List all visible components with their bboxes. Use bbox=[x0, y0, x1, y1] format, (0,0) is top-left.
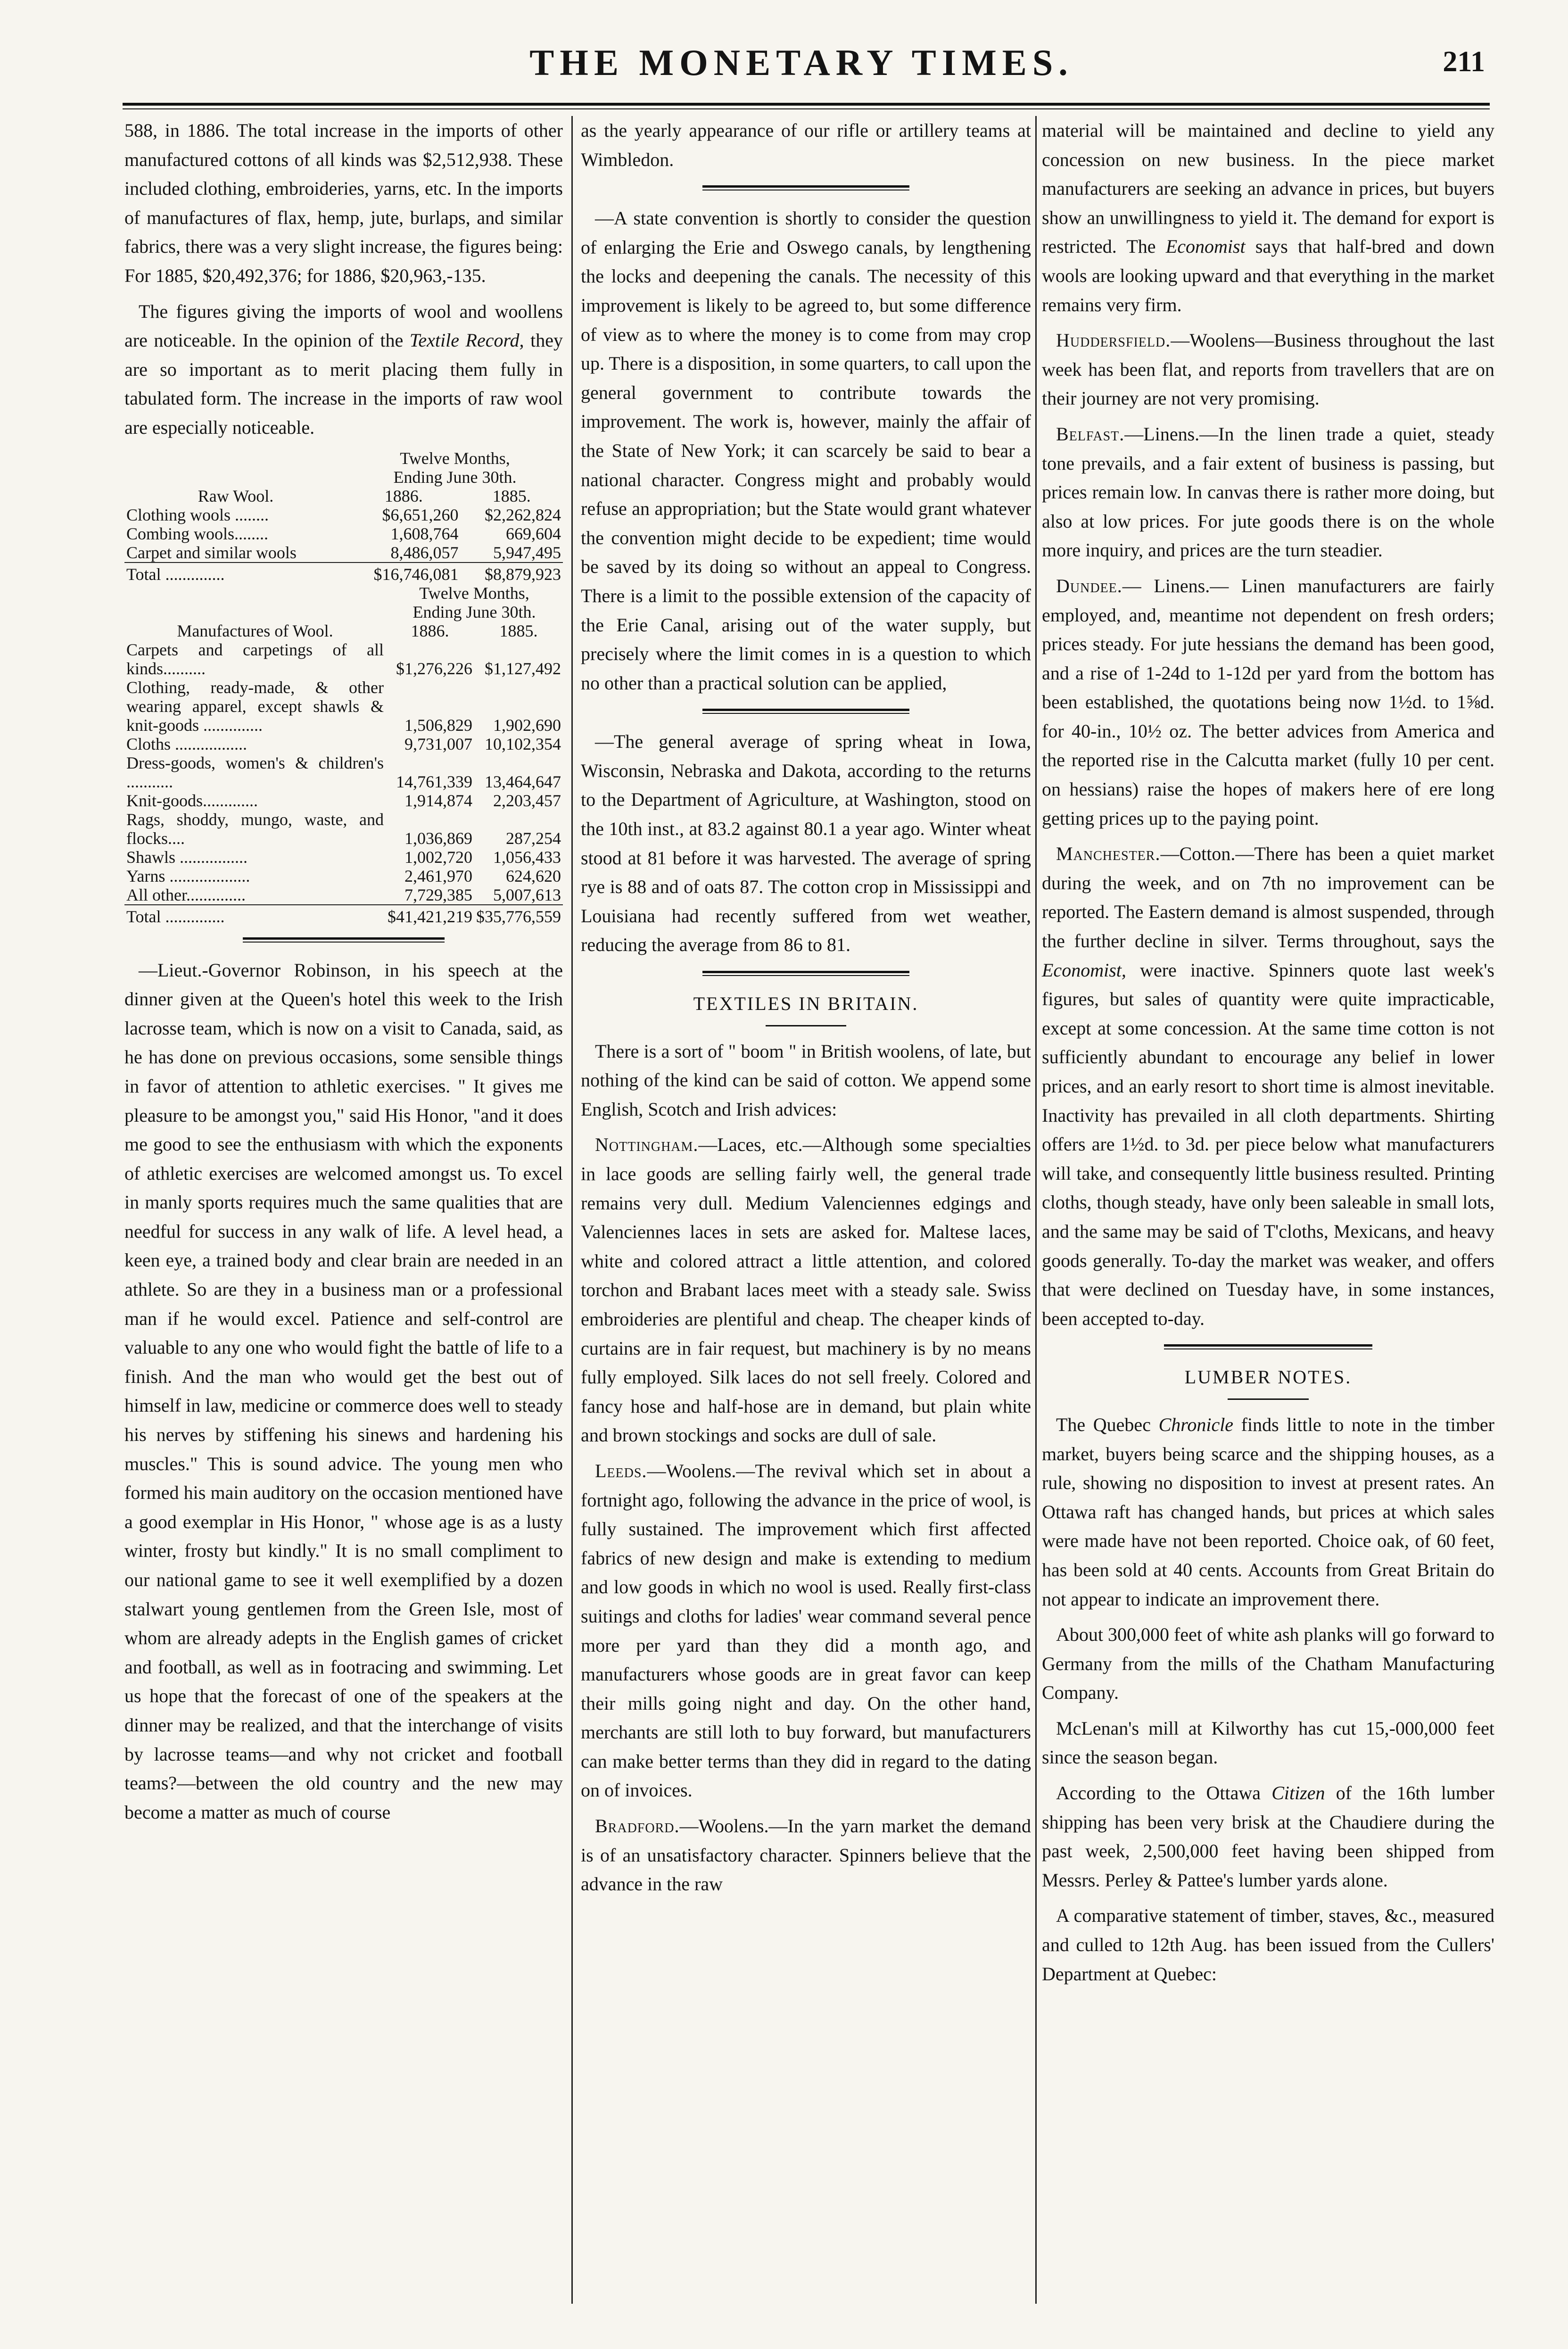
column-3 bbox=[1042, 116, 1494, 1995]
paragraph bbox=[581, 1811, 1031, 1899]
table-label: Manufactures of Wool. bbox=[177, 621, 333, 640]
cell: 10,102,354 bbox=[485, 734, 561, 753]
paragraph bbox=[124, 297, 563, 442]
paragraph bbox=[1042, 116, 1494, 319]
table-row bbox=[124, 810, 563, 848]
section-divider bbox=[1164, 1344, 1372, 1349]
cell: $1,276,226 bbox=[396, 659, 472, 678]
cell: 2,203,457 bbox=[493, 791, 561, 810]
total-label: Total .............. bbox=[126, 907, 225, 926]
city-lead: Manchester. bbox=[1056, 843, 1161, 865]
table-row bbox=[124, 505, 563, 524]
text-run: The Quebec bbox=[1056, 1414, 1151, 1435]
wool-manufactures-table bbox=[124, 584, 563, 926]
row-label: Dress-goods, women's & children's ........... bbox=[126, 753, 384, 791]
cell: 1,902,690 bbox=[493, 715, 561, 735]
section-divider bbox=[702, 971, 909, 976]
cell: 5,007,613 bbox=[493, 885, 561, 904]
section-heading: LUMBER NOTES. bbox=[1184, 1366, 1352, 1388]
table-row bbox=[124, 678, 563, 735]
table-row bbox=[124, 735, 563, 753]
text-run: —Woolens—Business throughout the last week has been flat, and reports from travellers that are on their journey are not very promising. bbox=[1042, 330, 1494, 409]
table-row bbox=[124, 867, 563, 885]
paragraph bbox=[581, 1456, 1031, 1805]
table-row bbox=[124, 753, 563, 791]
city-lead: Dundee. bbox=[1056, 575, 1122, 596]
cell: 287,254 bbox=[506, 828, 561, 848]
paragraph: A comparative statement of timber, staves, &c., measured and culled to 12th Aug. has been issued from the Cullers' Department at Quebec: bbox=[1042, 1905, 1494, 1985]
cell: $35,776,559 bbox=[476, 907, 561, 926]
table-label: Raw Wool. bbox=[198, 486, 274, 505]
cell: 1,506,829 bbox=[404, 715, 472, 735]
cell: 2,461,970 bbox=[404, 866, 472, 885]
cell: 7,729,385 bbox=[404, 885, 472, 904]
italic-title: Textile Record, bbox=[409, 330, 524, 351]
section-divider bbox=[702, 709, 909, 714]
section-divider bbox=[702, 185, 909, 190]
table-total-row bbox=[124, 565, 563, 584]
year-header: 1885. bbox=[499, 621, 538, 640]
cell: $6,651,260 bbox=[382, 505, 459, 524]
page-number: 211 bbox=[1443, 46, 1485, 78]
text-run: material will be maintained and decline to yield any concession on new business. In the piece market manufacturers are seeking an advance in prices, but buyers show an unwillingness to yield it. The demand for export is restricted. The bbox=[1042, 120, 1494, 257]
newspaper-title: THE MONETARY TIMES. bbox=[529, 42, 1073, 83]
paragraph: as the yearly appearance of our rifle or artillery teams at Wimbledon. bbox=[581, 120, 1031, 170]
text-run: —Linens.—In the linen trade a quiet, steady tone prevails, and a fair extent of business is passing, but prices remain low. In canvas there is rather more doing, but also at low prices. For jute goods there is on the whole more inquiry, and prices are the turn steadier. bbox=[1042, 423, 1494, 561]
paragraph bbox=[1042, 326, 1494, 413]
paragraph: —Lieut.-Governor Robinson, in his speech at the dinner given at the Queen's hotel this week to the Irish lacrosse team, which is now on a visit to Canada, said, as he has done on previous occasions, some sensible things in favor of attention to athletic exercises. " It gives me pleasure to be amongst you," said His Honor, "and it does me good to see the enthusiasm with which the exponents of athletic exercises are welcomed amongst us. To excel in manly sports requires much the same qualities that are needful for success in any walk of life. A level head, a keen eye, a trained body and clear brain are needed in an athlete. So are they in a business man or a professional man if he would excel. Patience and self-control are valuable to any one who would fight the battle of life to a finish. And the man who would get the best out of himself in law, medicine or commerce does well to steady his nerves by stiffening his sinews and hardening his muscles." This is sound advice. The young men who formed his main auditory on the occasion mentioned have a good exemplar in His Honor, " whose age is as a lusty winter, frosty but kindly." It is no small compliment to our national game to see it well exemplified by a dozen stalwart young gentlemen from the Green Isle, most of whom are already adepts in the English games of cricket and football, as well as in footracing and swimming. Let us hope that the forecast of one of the speakers at the dinner may be realized, and that the interchange of visits by lacrosse teams—and why not cricket and football teams?—between the old country and the new may become a matter as much of course bbox=[124, 959, 563, 1823]
text-run: According to the Ottawa bbox=[1056, 1782, 1261, 1804]
table-row bbox=[124, 848, 563, 867]
paragraph: —A state convention is shortly to consider the question of enlarging the Erie and Oswego canals, by lengthening the locks and deepening the canals. The necessity of this improvement is likely to be agreed to, but some difference of view as to where the money is to come from may crop up. There is a disposition, in some quarters, to call upon the general government to contribute towards the improvement. The work is, however, mainly the affair of the State of New York; it can scarcely be said to bear a national character. Congress might and probably would refuse an appropriation; but the State would grant whatever the convention might decide to be expedient; time would be saved by its doing so without an appeal to Congress. There is a limit to the possible extension of the capacity of the Erie Canal, arising out of the water supply, but precisely where the limit comes in is a question to which no other than a practical solution can be applied, bbox=[581, 207, 1031, 694]
section-heading: TEXTILES IN BRITAIN. bbox=[693, 993, 919, 1015]
row-label: Carpets and carpetings of all kinds.......... bbox=[126, 640, 384, 678]
heading-rule bbox=[766, 1025, 847, 1026]
raw-wool-table bbox=[124, 449, 563, 584]
table-header: Twelve Months, bbox=[400, 448, 510, 468]
table-row bbox=[124, 543, 563, 562]
row-label: All other.............. bbox=[126, 885, 246, 904]
italic-title: Economist bbox=[1165, 236, 1246, 257]
row-label: Knit-goods............. bbox=[126, 791, 258, 810]
text-run: says that half-bred and down wools are looking upward and that everything in the market remains very firm. bbox=[1042, 236, 1494, 315]
paragraph bbox=[1042, 839, 1494, 1333]
row-label: Carpet and similar wools bbox=[126, 543, 297, 562]
row-label: Cloths ................. bbox=[126, 734, 248, 753]
text-run: The figures giving the imports of wool and woollens are noticeable. In the opinion of the bbox=[124, 300, 563, 351]
row-label: Shawls ................ bbox=[126, 847, 248, 867]
table-header: Ending June 30th. bbox=[413, 602, 536, 621]
paragraph: There is a sort of " boom " in British woolens, of late, but nothing of the kind can be said of cotton. We append some English, Scotch and Irish advices: bbox=[581, 1040, 1031, 1120]
row-label: Clothing wools ........ bbox=[126, 505, 269, 524]
table-total-row bbox=[124, 907, 563, 926]
paragraph: McLenan's mill at Kilworthy has cut 15,-000,000 feet since the season began. bbox=[1042, 1717, 1494, 1768]
table-header: Twelve Months, bbox=[419, 583, 529, 603]
cell: 9,731,007 bbox=[404, 734, 472, 753]
year-header: 1885. bbox=[492, 486, 531, 505]
cell: $2,262,824 bbox=[485, 505, 561, 524]
cell: $8,879,923 bbox=[485, 564, 561, 584]
masthead bbox=[118, 41, 1485, 98]
city-lead: Bradford. bbox=[595, 1815, 680, 1837]
italic-title: Chronicle bbox=[1158, 1414, 1234, 1435]
text-run: of the 16th lumber shipping has been very brisk at the Chaudiere during the past week, 2,500,000 feet having been shipped from Messrs. Perley & Pattee's lumber yards alone. bbox=[1042, 1782, 1494, 1891]
column-1 bbox=[124, 116, 563, 1833]
section-divider bbox=[243, 937, 445, 943]
table-row bbox=[124, 640, 563, 678]
table-row bbox=[124, 791, 563, 810]
row-label: Rags, shoddy, mungo, waste, and flocks.... bbox=[126, 810, 384, 848]
cell: $1,127,492 bbox=[485, 659, 561, 678]
paragraph bbox=[1042, 1410, 1494, 1613]
table-row bbox=[124, 885, 563, 905]
cell: 8,486,057 bbox=[390, 543, 459, 562]
text-run: —Laces, etc.—Although some specialties in lace goods are selling fairly well, the general trade remains very dull. Medium Valenciennes edgings and Valenciennes laces in sets are asked for. Maltese laces, white and colored attract a little attention, and colored torchon and Brabant laces meet with a steady sale. Swiss embroideries are plentiful and cheap. The cheaper kinds of curtains are in fair request, but machinery is by no means fully employed. Silk laces do not sell freely. Colored and fancy hose and half-hose are in demand, but plain white and brown stockings and socks are dull of sale. bbox=[581, 1134, 1031, 1446]
cell: 1,036,869 bbox=[404, 828, 472, 848]
year-header: 1886. bbox=[384, 486, 423, 505]
text-run: they are so important as to merit placing them fully in tabulated form. The increase in the imports of raw wool are especially noticeable. bbox=[124, 330, 563, 438]
paragraph: About 300,000 feet of white ash planks will go forward to Germany from the mills of the Chatham Manufacturing Company. bbox=[1042, 1624, 1494, 1704]
column-2 bbox=[581, 116, 1031, 1905]
paragraph bbox=[1042, 420, 1494, 565]
paragraph: 588, in 1886. The total increase in the imports of other manufactured cottons of all kinds was $2,512,938. These included clothing, embroideries, yarns, etc. In the imports of manufactures of flax, hemp, jute, burlaps, and similar fabrics, there was a very slight increase, the figures being: For 1885, $20,492,376; for 1886, $20,963,-135. bbox=[124, 120, 563, 286]
row-label: Combing wools........ bbox=[126, 524, 269, 543]
cell: 1,056,433 bbox=[493, 847, 561, 867]
column-rule-2 bbox=[1035, 116, 1037, 2304]
italic-title: Economist, bbox=[1042, 959, 1126, 981]
city-lead: Nottingham. bbox=[595, 1134, 699, 1156]
paragraph: —The general average of spring wheat in Iowa, Wisconsin, Nebraska and Dakota, according to the returns to the Department of Agriculture, at Washington, stood on the 10th inst., at 83.2 against 80.1 a year ago. Winter wheat stood at 81 before it was harvested. The average of spring rye is 88 and of oats 87. The cotton crop in Mississippi and Louisiana had recently suffered from wet weather, reducing the average from 86 to 81. bbox=[581, 731, 1031, 956]
city-lead: Leeds. bbox=[595, 1460, 647, 1481]
paragraph bbox=[1042, 571, 1494, 833]
column-rule-1 bbox=[571, 116, 573, 2304]
cell: 1,608,764 bbox=[390, 524, 459, 543]
paragraph bbox=[1042, 1778, 1494, 1894]
city-lead: Huddersfield. bbox=[1056, 330, 1171, 351]
text-run: — Linens.— Linen manufacturers are fairly employed, and, meantime not dependent on fresh orders; prices steady. For jute hessians the demand has been good, and a rise of 1-24d to 1-12d per yard from the bottom has been established, the quotations being now 1½d. to 1⅝d. for 40-in., 10½ oz. The better advices from America and the reported rise in the Calcutta market (fully 10 per cent. on hessians) raise the hopes of makers here of ere long getting prices up to the paying point. bbox=[1042, 575, 1494, 829]
table-row bbox=[124, 524, 563, 543]
masthead-rule bbox=[123, 103, 1490, 109]
heading-rule bbox=[1228, 1398, 1309, 1400]
paragraph bbox=[581, 1130, 1031, 1450]
text-run: —Woolens.—The revival which set in about a fortnight ago, following the advance in the price of wool, is fully sustained. The improvement which first affected fabrics of new design and make is extending to medium and low goods in which no wool is used. Really first-class suitings and cloths for ladies' wear command several pence more per yard than they did a month ago, and manufacturers whose goods are in great favor can keep their mills going night and day. On the other hand, merchants are still loth to buy forward, but manufacturers can make better terms than they did in regard to the dating on of invoices. bbox=[581, 1460, 1031, 1801]
cell: 1,002,720 bbox=[404, 847, 472, 867]
row-label: Clothing, ready-made, & other wearing apparel, except shawls & knit-goods .............. bbox=[126, 678, 384, 735]
text-run: —Woolens.—In the yarn market the demand is of an unsatisfactory character. Spinners believe that the advance in the raw bbox=[581, 1815, 1031, 1895]
cell: 13,464,647 bbox=[485, 772, 561, 791]
cell: 14,761,339 bbox=[396, 772, 472, 791]
cell: 1,914,874 bbox=[404, 791, 472, 810]
cell: 5,947,495 bbox=[493, 543, 561, 562]
cell: $41,421,219 bbox=[388, 907, 472, 926]
city-lead: Belfast. bbox=[1056, 423, 1125, 445]
text-run: finds little to note in the timber market, buyers being scarce and the shipping houses, as a rule, showing no disposition to invest at present rates. An Ottawa raft has changed hands, but prices at which sales were made have not been reported. Choice oak, of 60 feet, has been sold at 40 cents. Accounts from Great Britain do not appear to indicate an improvement there. bbox=[1042, 1414, 1495, 1610]
year-header: 1886. bbox=[411, 621, 449, 640]
cell: 624,620 bbox=[506, 866, 561, 885]
cell: 669,604 bbox=[506, 524, 561, 543]
total-label: Total .............. bbox=[126, 564, 225, 584]
table-header: Ending June 30th. bbox=[393, 467, 517, 487]
text-run: —Cotton.—There has been a quiet market during the week, and on 7th no improvement can be reported. The Eastern demand is almost suspended, through the further decline in silver. Terms throughout, says the bbox=[1042, 843, 1494, 952]
cell: $16,746,081 bbox=[373, 564, 459, 584]
italic-title: Citizen bbox=[1271, 1782, 1325, 1804]
text-run: were inactive. Spinners quote last week's figures, but sales of quantity were quite impracticable, except at some concession. At the same time cotton is not sufficiently abundant to encourage any belief in lower prices, and an early resort to short time is almost inevitable. Inactivity has prevailed in all cloth departments. Shirting offers are 1½d. to 3d. per piece below what manufacturers will take, and consequently little business resulted. Printing cloths, though steady, have only been saleable in small lots, and the same may be said of T'cloths, Mexicans, and heavy goods generally. To-day the market was weaker, and offers that were declined on Tuesday have, in some instances, been accepted to-day. bbox=[1042, 959, 1494, 1329]
row-label: Yarns ................... bbox=[126, 866, 250, 885]
